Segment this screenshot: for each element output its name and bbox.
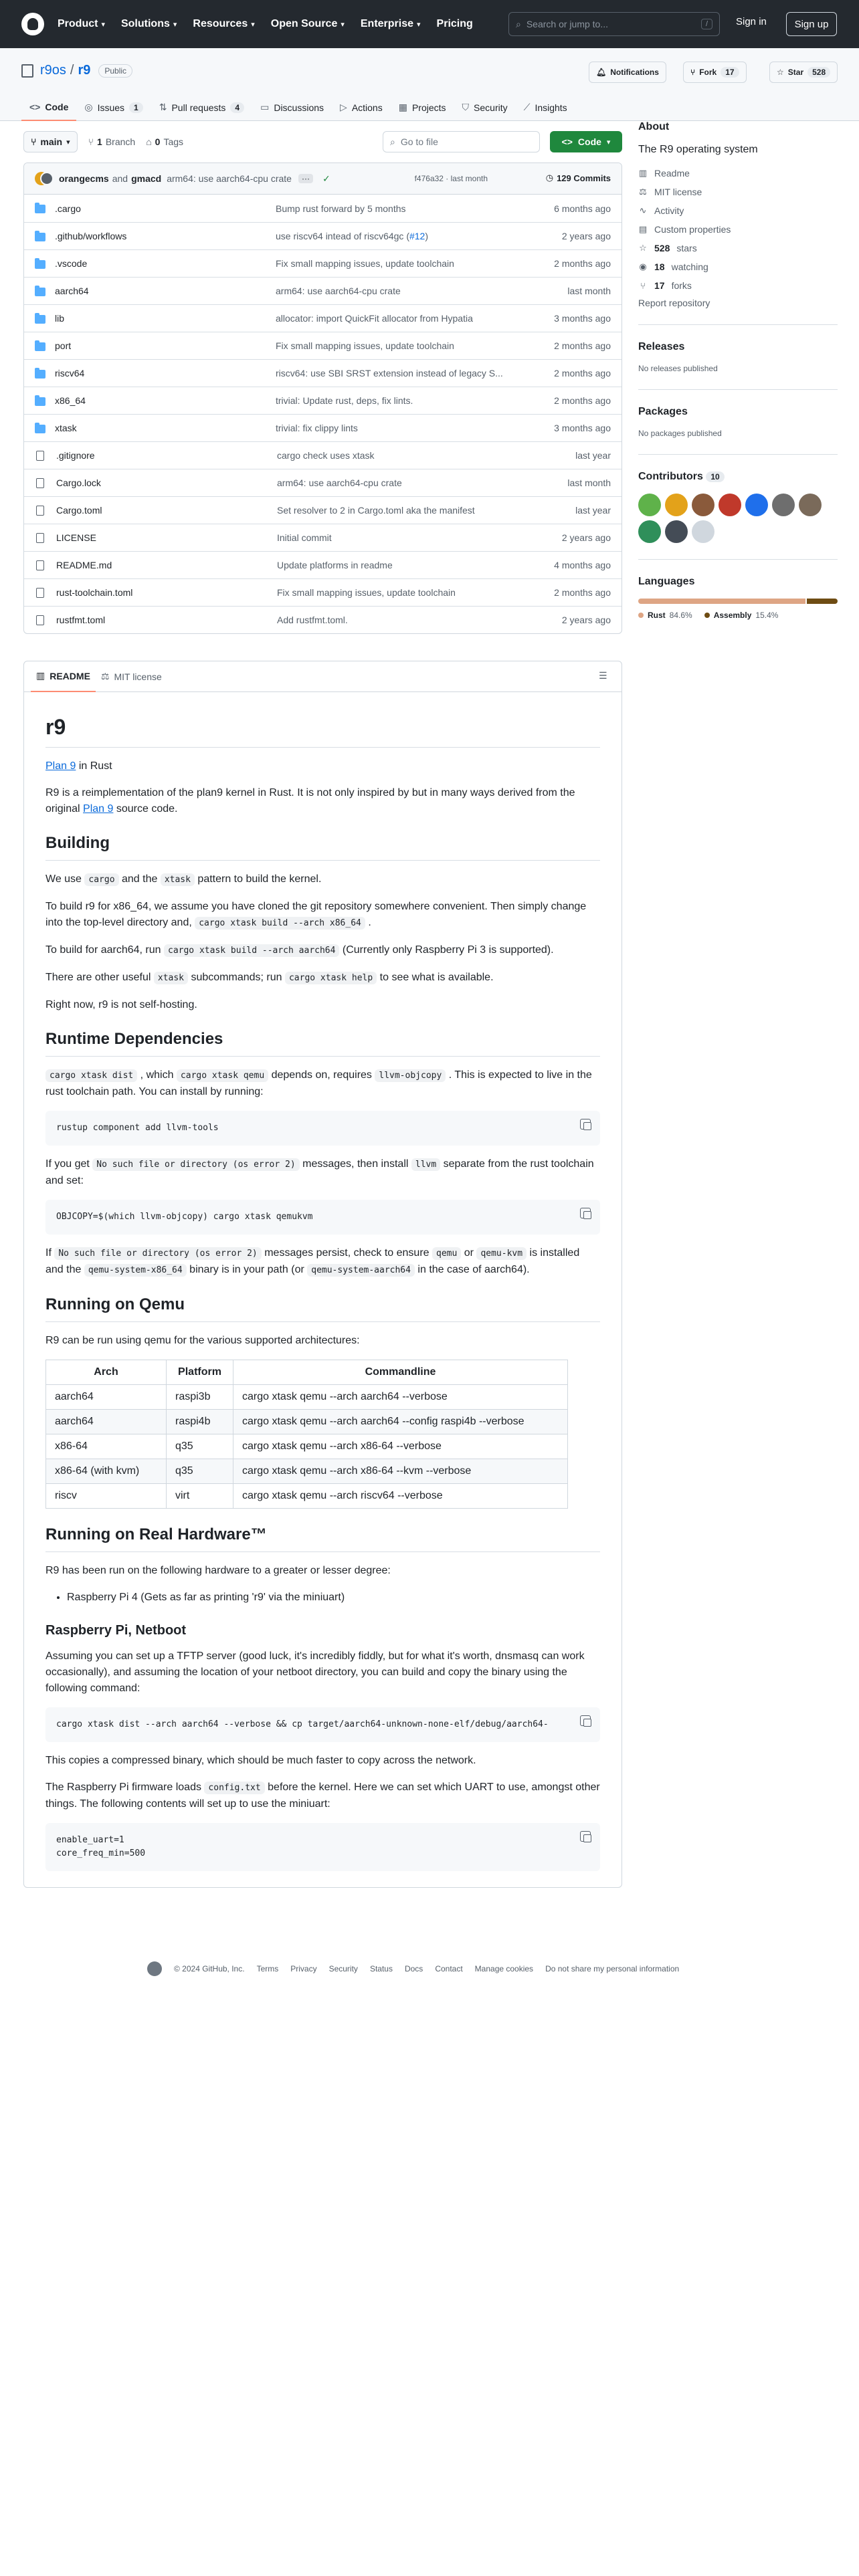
file-name-link[interactable]: .vscode — [55, 258, 88, 269]
folder-icon — [35, 233, 45, 241]
readme-content — [24, 692, 622, 1887]
file-commit-date: 2 years ago — [561, 615, 611, 625]
repo-title-separator: / — [70, 63, 74, 78]
note-icon: ▤ — [638, 224, 648, 234]
chevron-down-icon: ▾ — [66, 138, 70, 146]
chevron-down-icon: ▾ — [606, 138, 611, 146]
table-cell: cargo xtask qemu --arch x86-64 --verbose — [233, 1434, 568, 1459]
file-name-link[interactable]: README.md — [56, 560, 112, 570]
search-input[interactable]: ⌕ Search or jump to... / — [508, 12, 720, 36]
file-commit-date: 6 months ago — [554, 203, 611, 214]
tab-insights[interactable]: ⟋ Insights — [523, 102, 567, 113]
nav-open-source[interactable]: Open Source ▾ — [270, 18, 345, 29]
tab-projects[interactable]: ▦ Projects — [398, 102, 446, 113]
table-header: Arch — [46, 1360, 167, 1385]
file-commit-date: last month — [567, 286, 611, 296]
sign-in-link[interactable]: Sign in — [736, 16, 767, 27]
branch-icon: ⑂ — [31, 136, 37, 147]
nav-enterprise[interactable]: Enterprise ▾ — [360, 18, 421, 29]
code-block: OBJCOPY=$(which llvm-objcopy) cargo xtask qemukvm — [45, 1200, 600, 1235]
folder-icon — [35, 342, 45, 351]
packages-heading[interactable]: Packages — [638, 406, 688, 417]
tab-actions[interactable]: ▷ Actions — [340, 102, 383, 113]
file-commit-message[interactable]: Bump rust forward by 5 months — [276, 203, 406, 214]
nav-resources[interactable]: Resources ▾ — [193, 18, 255, 29]
file-name-link[interactable]: .github/workflows — [55, 231, 127, 241]
table-cell: cargo xtask qemu --arch x86-64 --kvm --verbose — [233, 1459, 568, 1484]
paragraph: R9 can be run using qemu for the various supported architectures: — [45, 1335, 360, 1346]
paragraph: cargo xtask dist , which cargo xtask qemu depends on, requires llvm-objcopy . This is expected to live in the rust toolchain path. You can install by running: — [45, 1069, 592, 1097]
search-icon: ⌕ — [516, 18, 521, 29]
file-name-link[interactable]: rustfmt.toml — [56, 615, 106, 625]
heading-runtime-dependencies: Runtime Dependencies — [45, 1029, 600, 1057]
table-header: Commandline — [233, 1360, 568, 1385]
file-row[interactable] — [24, 277, 622, 304]
readme-title: r9 — [45, 714, 600, 748]
file-name-link[interactable]: riscv64 — [55, 368, 85, 379]
code-block: enable_uart=1 core_freq_min=500 — [45, 1823, 600, 1871]
divider — [638, 454, 838, 455]
paragraph: R9 is a reimplementation of the plan9 kernel in Rust. It is not only inspired by but in many ways derived from the original Plan 9 source code. — [45, 787, 575, 815]
report-repository-link[interactable]: Report repository — [638, 298, 710, 308]
file-row[interactable] — [24, 496, 622, 524]
footer-link[interactable]: Do not share my personal information — [545, 1964, 680, 1973]
file-commit-message[interactable]: allocator: import QuickFit allocator from Hypatia — [276, 313, 473, 324]
stars-link[interactable]: ☆ 528 stars — [639, 243, 697, 253]
table-cell: aarch64 — [46, 1385, 167, 1410]
file-icon — [36, 478, 44, 488]
file-name-link[interactable]: .gitignore — [56, 450, 95, 461]
chevron-down-icon: ▾ — [417, 20, 421, 29]
table-row — [46, 1410, 568, 1434]
code-icon: <> — [561, 136, 573, 147]
code-block: cargo xtask dist --arch aarch64 --verbose && cp target/aarch64-unknown-none-elf/debug/aarch64- — [45, 1707, 600, 1742]
file-commit-message[interactable]: trivial: Update rust, deps, fix lints. — [276, 395, 413, 406]
file-commit-date: 2 months ago — [554, 395, 611, 406]
qemu-table — [45, 1360, 568, 1509]
heading-raspberry-pi-netboot: Raspberry Pi, Netboot — [45, 1623, 187, 1638]
language-dot-icon — [638, 613, 644, 618]
file-name-link[interactable]: LICENSE — [56, 532, 96, 543]
outline-list-icon[interactable]: ☰ — [599, 670, 607, 681]
language-percent: 15.4% — [755, 611, 779, 620]
footer-link[interactable]: Terms — [256, 1964, 279, 1973]
commit-author-link[interactable]: gmacd — [131, 173, 162, 184]
folder-icon — [35, 315, 45, 324]
star-icon: ☆ — [639, 243, 647, 253]
star-button[interactable]: ☆ Star 528 — [769, 62, 838, 83]
commits-link[interactable]: ◷ 129 Commits — [545, 173, 611, 183]
pr-link[interactable]: #12 — [409, 231, 425, 241]
language-bar-segment — [638, 599, 805, 604]
file-row[interactable] — [24, 304, 622, 332]
code-dropdown-button[interactable]: <> Code ▾ — [550, 131, 622, 152]
table-cell: riscv — [46, 1484, 167, 1509]
shield-icon: ⛉ — [462, 102, 470, 112]
file-commit-message[interactable]: Add rustfmt.toml. — [277, 615, 348, 625]
chevron-down-icon: ▾ — [101, 20, 105, 29]
file-commit-message[interactable]: Initial commit — [277, 532, 332, 543]
tab-license[interactable]: ⚖ MIT license — [100, 671, 162, 682]
tab-readme[interactable]: ▥ README — [31, 661, 96, 692]
tags-link[interactable]: ⌂ 0 Tags — [146, 136, 184, 147]
folder-icon — [35, 397, 45, 406]
forks-link[interactable]: ⑂ 17 forks — [638, 279, 838, 292]
sign-up-button[interactable]: Sign up — [786, 12, 837, 36]
paragraph: Plan 9 in Rust — [45, 760, 112, 772]
heading-running-on-qemu: Running on Qemu — [45, 1295, 600, 1322]
folder-icon — [35, 425, 45, 433]
file-name-link[interactable]: x86_64 — [55, 395, 86, 406]
star-count: 528 — [807, 67, 830, 78]
readme-link[interactable]: ▥ Readme — [638, 168, 690, 179]
pulse-icon: ∿ — [639, 205, 647, 215]
avatar[interactable] — [665, 520, 688, 543]
copy-icon[interactable] — [580, 1119, 591, 1130]
notifications-button[interactable]: 🔔︎ Notifications — [589, 62, 666, 83]
file-row[interactable] — [24, 524, 622, 551]
divider — [638, 324, 838, 325]
main-column — [23, 121, 622, 1888]
languages-heading: Languages — [638, 576, 695, 587]
file-name-link[interactable]: Cargo.lock — [56, 477, 101, 488]
paragraph: The Raspberry Pi firmware loads config.txt before the kernel. Here we can set which UART to use, amongst other things. The following contents will set up to use the miniuart: — [45, 1782, 600, 1810]
file-commit-message[interactable]: use riscv64 intead of riscv64gc (#12) — [276, 231, 429, 241]
file-name-link[interactable]: .cargo — [55, 203, 81, 214]
file-row[interactable] — [24, 606, 622, 633]
repo-description: The R9 operating system — [638, 144, 758, 155]
readme-tabs — [24, 661, 622, 692]
tag-icon: ⌂ — [146, 136, 152, 147]
copy-icon[interactable] — [580, 1208, 591, 1218]
graph-icon: ⟋ — [523, 102, 531, 112]
table-cell: x86-64 — [46, 1434, 167, 1459]
table-row — [46, 1459, 568, 1484]
table-row — [46, 1385, 568, 1410]
avatar[interactable] — [772, 494, 795, 516]
table-cell: aarch64 — [46, 1410, 167, 1434]
paragraph: R9 has been run on the following hardware to a greater or lesser degree: — [45, 1565, 391, 1576]
go-to-file-input[interactable]: ⌕ Go to file — [383, 131, 540, 152]
folder-icon — [35, 288, 45, 296]
file-commit-message[interactable]: arm64: use aarch64-cpu crate — [276, 286, 401, 296]
file-commit-message[interactable]: Fix small mapping issues, update toolchain — [277, 587, 456, 598]
file-name-link[interactable]: xtask — [55, 423, 77, 433]
table-cell: q35 — [167, 1434, 233, 1459]
table-cell: q35 — [167, 1459, 233, 1484]
search-shortcut-hint: / — [701, 19, 712, 29]
file-commit-date: last year — [575, 450, 611, 461]
footer-link[interactable]: Privacy — [290, 1964, 317, 1973]
github-logo-icon[interactable] — [21, 13, 44, 35]
file-toolbar — [23, 121, 622, 163]
file-commit-message[interactable]: Fix small mapping issues, update toolchain — [276, 340, 454, 351]
file-commit-message[interactable]: Update platforms in readme — [277, 560, 393, 570]
avatar[interactable] — [665, 494, 688, 516]
file-icon — [36, 451, 44, 461]
file-row[interactable] — [24, 414, 622, 441]
file-commit-message[interactable]: Fix small mapping issues, update toolchain — [276, 258, 454, 269]
file-row[interactable] — [24, 551, 622, 578]
avatar[interactable] — [692, 494, 714, 516]
file-commit-date: 2 months ago — [554, 587, 611, 598]
activity-link[interactable]: ∿ Activity — [639, 205, 684, 216]
readme-panel — [23, 661, 622, 1888]
table-cell: x86-64 (with kvm) — [46, 1459, 167, 1484]
file-row[interactable] — [24, 249, 622, 277]
footer-link[interactable]: Status — [369, 1964, 393, 1973]
folder-icon — [35, 205, 45, 213]
language-name: Rust — [648, 611, 666, 620]
star-icon: ☆ — [777, 68, 784, 77]
file-icon — [36, 533, 44, 543]
tab-code[interactable]: <> Code — [21, 94, 76, 121]
table-cell: raspi4b — [167, 1410, 233, 1434]
github-logo-icon[interactable] — [147, 1961, 162, 1976]
file-commit-message[interactable]: cargo check uses xtask — [277, 450, 375, 461]
copy-icon[interactable] — [580, 1715, 591, 1726]
fork-count: 17 — [721, 67, 739, 78]
chevron-down-icon: ▾ — [341, 20, 345, 29]
commit-author-link[interactable]: orangecms — [59, 173, 109, 184]
footer-link[interactable]: Docs — [404, 1964, 423, 1973]
branches-link[interactable]: ⑂ 1 Branch — [88, 136, 136, 147]
heading-real-hardware: Running on Real Hardware™ — [45, 1525, 600, 1552]
language-list — [638, 611, 838, 620]
history-icon: ◷ — [545, 173, 554, 183]
packages-empty: No packages published — [638, 429, 722, 438]
paragraph: Assuming you can set up a TFTP server (good luck, it's incredibly fiddly, but for what it's worth, dnsmasq can work occasionally), and assuming the location of your netboot directory, you can build and copy the binary using the following command: — [45, 1650, 585, 1694]
avatar[interactable] — [638, 520, 661, 543]
avatar[interactable] — [692, 520, 714, 543]
file-name-link[interactable]: lib — [55, 313, 65, 324]
file-row[interactable] — [24, 578, 622, 606]
file-row[interactable] — [24, 359, 622, 387]
language-item[interactable] — [704, 611, 779, 620]
file-commit-date: 3 months ago — [554, 423, 611, 433]
avatar[interactable] — [638, 494, 661, 516]
discussion-icon: ▭ — [260, 102, 270, 112]
file-name-link[interactable]: aarch64 — [55, 286, 89, 296]
plan9-link[interactable]: Plan 9 — [45, 760, 76, 772]
file-row[interactable] — [24, 195, 622, 222]
code-block: rustup component add llvm-tools — [45, 1111, 600, 1146]
file-name-link[interactable]: Cargo.toml — [56, 505, 102, 516]
file-commit-date: 2 years ago — [561, 231, 611, 241]
table-cell: cargo xtask qemu --arch aarch64 --verbose — [233, 1385, 568, 1410]
visibility-badge: Public — [98, 64, 132, 78]
hardware-list — [45, 1590, 600, 1606]
fork-icon: ⑂ — [640, 280, 646, 291]
table-cell: cargo xtask qemu --arch riscv64 --verbose — [233, 1484, 568, 1509]
divider — [638, 389, 838, 390]
paragraph: There are other useful xtask subcommands; run cargo xtask help to see what is available. — [45, 972, 494, 983]
eye-icon: ◉ — [639, 261, 647, 272]
pull-requests-count: 4 — [230, 102, 244, 113]
footer — [147, 1961, 679, 1976]
repo-title — [21, 63, 132, 78]
commit-hash-time[interactable]: f476a32 · last month — [414, 174, 488, 183]
repo-header — [0, 48, 859, 121]
table-row — [46, 1434, 568, 1459]
paragraph: We use cargo and the xtask pattern to build the kernel. — [45, 873, 322, 885]
chevron-down-icon: ▾ — [173, 20, 177, 29]
play-icon: ▷ — [340, 102, 347, 112]
list-item: • Raspberry Pi 4 (Gets as far as printing 'r9' via the miniuart) — [67, 1590, 600, 1606]
table-cell: cargo xtask qemu --arch aarch64 --config raspi4b --verbose — [233, 1410, 568, 1434]
nav-product[interactable]: Product ▾ — [58, 18, 105, 29]
folder-icon — [35, 260, 45, 269]
issues-count: 1 — [129, 102, 143, 113]
paragraph: If you get No such file or directory (os error 2) messages, then install llvm separate from the rust toolchain and set: — [45, 1158, 594, 1186]
file-commit-date: last month — [567, 477, 611, 488]
folder-icon — [35, 370, 45, 379]
table-cell: raspi3b — [167, 1385, 233, 1410]
contributors-count: 10 — [706, 471, 724, 482]
global-header — [0, 0, 859, 48]
divider — [638, 559, 838, 560]
contributors-avatars — [638, 494, 832, 543]
repo-icon — [21, 64, 33, 78]
copy-icon[interactable] — [580, 1831, 591, 1842]
table-cell: virt — [167, 1484, 233, 1509]
paragraph: Right now, r9 is not self-hosting. — [45, 999, 197, 1010]
footer-link[interactable]: Security — [328, 1964, 358, 1973]
language-bar-segment — [807, 599, 838, 604]
paragraph: This copies a compressed binary, which should be much faster to copy across the network. — [45, 1755, 476, 1766]
code-icon: <> — [29, 101, 41, 112]
avatar[interactable] — [719, 494, 741, 516]
file-commit-date: 4 months ago — [554, 560, 611, 570]
issue-icon: ◎ — [84, 102, 93, 112]
book-icon: ▥ — [36, 670, 45, 681]
repo-name-link[interactable]: r9 — [78, 63, 91, 78]
file-icon — [36, 588, 44, 598]
language-name: Assembly — [713, 611, 752, 620]
file-row[interactable] — [24, 222, 622, 249]
language-percent: 84.6% — [669, 611, 692, 620]
check-icon[interactable]: ✓ — [322, 173, 330, 184]
avatar[interactable] — [40, 172, 54, 185]
file-commit-message[interactable]: riscv64: use SBI SRST extension instead of legacy S... — [276, 368, 503, 379]
footer-link[interactable]: Manage cookies — [474, 1964, 534, 1973]
commit-message-link[interactable]: arm64: use aarch64-cpu crate — [167, 173, 292, 184]
commit-avatars — [35, 172, 54, 185]
tab-issues[interactable]: ◎ Issues 1 — [76, 94, 151, 121]
file-commit-date: last year — [575, 505, 611, 516]
file-commit-message[interactable]: arm64: use aarch64-cpu crate — [277, 477, 402, 488]
pull-request-icon: ⇅ — [159, 102, 167, 112]
ellipsis-icon[interactable]: ··· — [298, 174, 313, 183]
law-icon: ⚖ — [100, 671, 110, 681]
file-row[interactable] — [24, 441, 622, 469]
tab-discussions[interactable]: ▭ Discussions — [260, 102, 324, 113]
releases-heading[interactable]: Releases — [638, 341, 685, 352]
contributors-heading[interactable]: Contributors 10 — [638, 471, 838, 483]
paragraph: If No such file or directory (os error 2) messages persist, check to ensure qemu or qemu-kvm is installed and the qemu-system-x86_64 binary is in your path (or qemu-system-aarch64 in the case of aarch64). — [45, 1247, 580, 1275]
language-dot-icon — [704, 613, 710, 618]
file-icon — [36, 615, 44, 625]
branch-selector[interactable]: ⑂ main ▾ — [23, 131, 78, 152]
avatar[interactable] — [745, 494, 768, 516]
file-row[interactable] — [24, 469, 622, 496]
table-header: Platform — [167, 1360, 233, 1385]
avatar[interactable] — [799, 494, 822, 516]
search-icon: ⌕ — [390, 136, 395, 147]
footer-link[interactable]: Contact — [435, 1964, 463, 1973]
fork-icon: ⑂ — [690, 68, 696, 77]
table-icon: ▦ — [398, 102, 407, 112]
file-commit-date: 2 months ago — [554, 340, 611, 351]
releases-empty: No releases published — [638, 364, 718, 373]
book-icon: ▥ — [638, 168, 648, 178]
paragraph: To build r9 for x86_64, we assume you have cloned the git repository somewhere convenient. Then simply change into the top-level directory and, cargo xtask build --arch x86_64 . — [45, 901, 587, 928]
fork-button[interactable]: ⑂ Fork 17 — [683, 62, 747, 83]
nav-solutions[interactable]: Solutions ▾ — [120, 18, 177, 29]
nav-pricing[interactable]: Pricing — [436, 18, 473, 29]
file-commit-date: 2 months ago — [554, 368, 611, 379]
law-icon: ⚖ — [639, 187, 647, 197]
custom-properties-link[interactable]: ▤ Custom properties — [638, 224, 731, 235]
branch-icon: ⑂ — [88, 136, 94, 147]
watchers-link[interactable]: ◉ 18 watching — [639, 261, 708, 272]
file-commit-message[interactable]: trivial: fix clippy lints — [276, 423, 358, 433]
file-icon — [36, 506, 44, 516]
chevron-down-icon: ▾ — [251, 20, 255, 29]
file-commit-date: 2 years ago — [561, 532, 611, 543]
latest-commit-row: orangecms and gmacd arm64: use aarch64-cpu crate ··· ✓ f476a32 · last month ◷ 129 Commits — [24, 163, 622, 195]
tab-security[interactable]: ⛉ Security — [462, 102, 508, 113]
bell-icon: 🔔︎ — [596, 68, 607, 77]
sidebar — [638, 121, 838, 620]
file-commit-message[interactable]: Set resolver to 2 in Cargo.toml aka the manifest — [277, 505, 475, 516]
plan9-link[interactable]: Plan 9 — [83, 803, 114, 815]
file-row[interactable] — [24, 387, 622, 414]
file-list — [23, 163, 622, 634]
file-commit-date: 2 months ago — [554, 258, 611, 269]
language-bar — [638, 599, 838, 604]
copyright: © 2024 GitHub, Inc. — [174, 1964, 245, 1973]
repo-owner-link[interactable]: r9os — [40, 63, 66, 78]
table-row — [46, 1484, 568, 1509]
language-item[interactable] — [638, 611, 692, 620]
about-heading: About — [638, 121, 670, 132]
file-icon — [36, 560, 44, 570]
tab-pull-requests[interactable]: ⇅ Pull requests 4 — [151, 94, 252, 121]
heading-building: Building — [45, 833, 600, 861]
file-commit-date: 3 months ago — [554, 313, 611, 324]
paragraph: To build for aarch64, run cargo xtask build --arch aarch64 (Currently only Raspberry Pi 3 is supported). — [45, 944, 554, 956]
repo-tabs — [21, 94, 575, 121]
file-name-link[interactable]: port — [55, 340, 72, 351]
license-link[interactable]: ⚖ MIT license — [639, 187, 702, 197]
file-row[interactable] — [24, 332, 622, 359]
file-name-link[interactable]: rust-toolchain.toml — [56, 587, 133, 598]
